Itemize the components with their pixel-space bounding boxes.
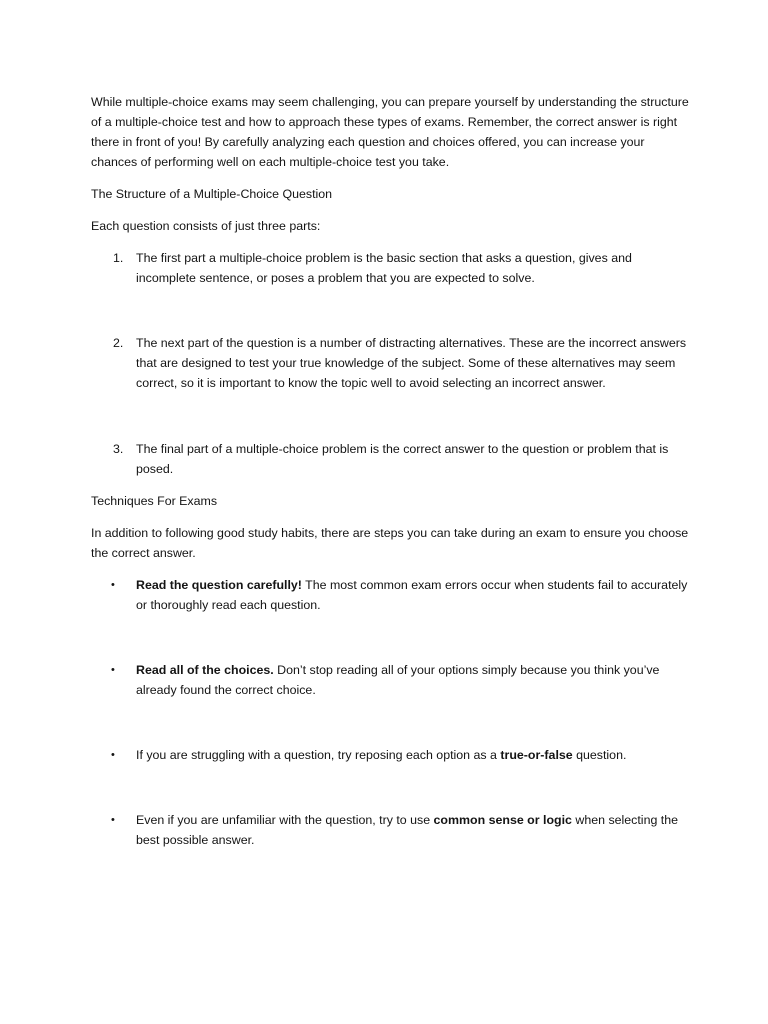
bullet-icon: •	[111, 579, 115, 591]
tip-bold-text: common sense or logic	[433, 813, 572, 827]
tip-text-pre: If you are struggling with a question, try reposing each option as a	[136, 748, 501, 762]
list-item-text: The next part of the question is a number of distracting alternatives. These are the incorrect answers that are designed to test your true knowledge of the subject. Some of these alternatives may seem correct, so it is important to know the topic well to avoid selecting an incorrect answer.	[136, 336, 687, 390]
structure-lead: Each question consists of just three parts:	[91, 219, 321, 233]
tip-text-post: when selecting the best possible answer.	[136, 813, 679, 847]
list-item-text: The final part of a multiple-choice problem is the correct answer to the question or problem that is posed.	[136, 442, 669, 476]
tip-text-post: question.	[572, 748, 627, 762]
tip-bold-text: true-or-false	[500, 748, 573, 762]
tip-bold-text: Read the question carefully!	[136, 578, 302, 592]
tip-bold-text: Read all of the choices.	[136, 663, 274, 677]
tip-text: Don’t stop reading all of your options simply because you think you’ve already found the correct choice.	[136, 663, 660, 697]
intro-paragraph: While multiple-choice exams may seem challenging, you can prepare yourself by understanding the structure of a multiple-choice test and how to approach these types of exams. Remember, the correct answer is right there in front of you! By carefully analyzing each question and choices offered, you can increase your chances of performing well on each multiple-choice test you take.	[91, 95, 689, 169]
techniques-lead: In addition to following good study habits, there are steps you can take during an exam to ensure you choose the correct answer.	[91, 526, 689, 560]
list-item-text: The first part a multiple-choice problem is the basic section that asks a question, gives and incomplete sentence, or poses a problem that you are expected to solve.	[136, 251, 632, 285]
list-item	[91, 660, 691, 700]
list-number: 2.	[113, 336, 124, 350]
document-page	[91, 92, 691, 850]
parts-list	[91, 248, 691, 479]
structure-heading: The Structure of a Multiple-Choice Question	[91, 187, 333, 201]
tip-text: The most common exam errors occur when students fail to accurately or thoroughly read each question.	[136, 578, 688, 612]
list-number: 3.	[113, 442, 124, 456]
tips-list	[91, 575, 691, 850]
tip-text-pre: Even if you are unfamiliar with the question, try to use	[136, 813, 434, 827]
list-item	[91, 439, 691, 479]
list-item	[91, 333, 691, 393]
techniques-heading: Techniques For Exams	[91, 494, 218, 508]
list-item	[91, 248, 691, 288]
list-item	[91, 745, 691, 765]
list-item	[91, 810, 691, 850]
list-number: 1.	[113, 251, 124, 265]
bullet-icon: •	[111, 814, 115, 826]
bullet-icon: •	[111, 664, 115, 676]
bullet-icon: •	[111, 749, 115, 761]
list-item	[91, 575, 691, 615]
